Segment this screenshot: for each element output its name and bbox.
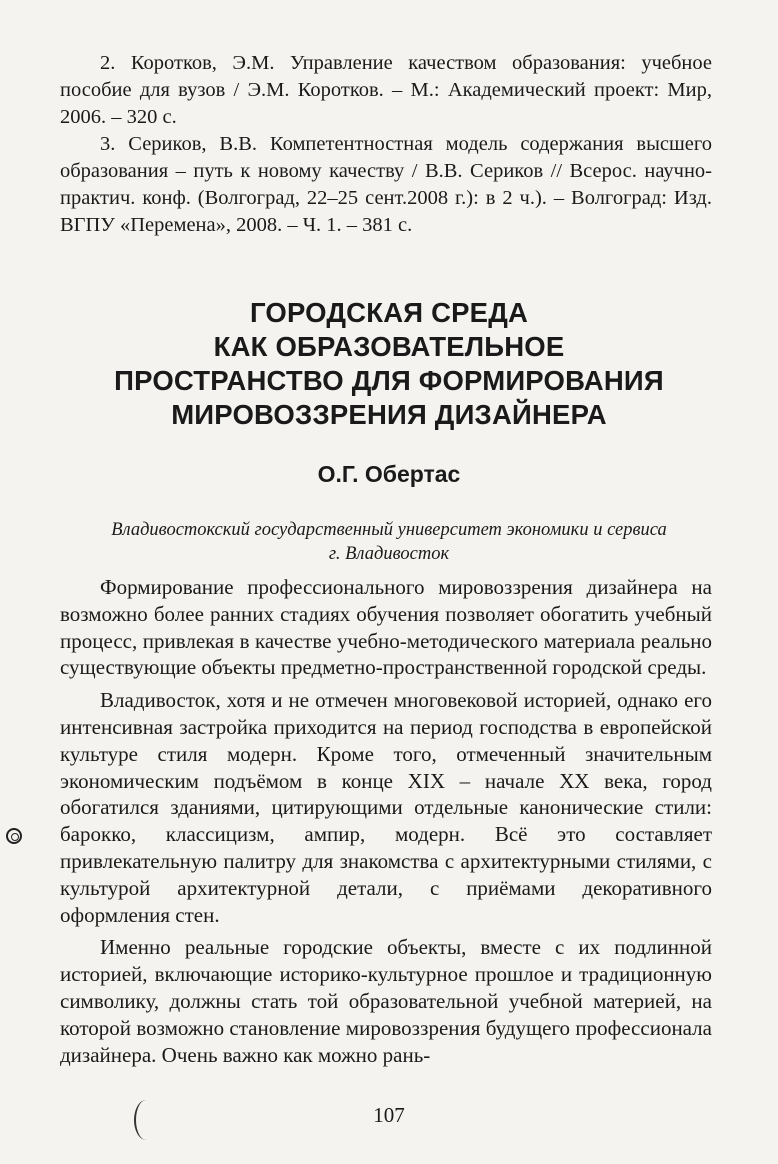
title-line: КАК ОБРАЗОВАТЕЛЬНОЕ [213,331,565,362]
margin-circle-mark [6,828,22,844]
body-paragraph: Формирование профессионального мировоззрения дизайнера на возможно более ранних стадиях обучения позволяет обогатить учебный процесс, привлекая в качестве учебно-методического материала реально существующие объекты предметно-пространственной городской среды. [60,575,712,680]
title-line: МИРОВОЗЗРЕНИЯ ДИЗАЙНЕРА [171,399,607,430]
affiliation-city: г. Владивосток [328,544,450,564]
article-title [40,296,738,432]
article-body [60,574,712,1074]
reference-list [60,50,712,239]
article-author: О.Г. Обертас [317,461,461,487]
title-line: ПРОСТРАНСТВО ДЛЯ ФОРМИРОВАНИЯ [114,365,664,396]
page-number: 107 [373,1103,405,1127]
author-affiliation [60,518,718,566]
reference-item: 3. Сериков, В.В. Компетентностная модель содержания высшего образования – путь к новому качеству / В.В. Сериков // Всерос. научно-практич. конф. (Волгоград, 22–25 сент.2008 г.): в 2 ч.). – Волгоград: Изд. ВГПУ «Перемена», 2008. – Ч. 1. – 381 с. [60,133,712,236]
body-paragraph: Владивосток, хотя и не отмечен многовековой историей, однако его интенсивная застройка приходится на период господства в европейской культуре стиля модерн. Кроме того, отмеченный значительным экономическим подъёмом в конце XIX – начале XX века, город обогатился зданиями, цитирующими отдельные канонические стили: барокко, классицизм, ампир, модерн. Всё это составляет привлекательную палитру для знакомства с архитектурными стилями, с культурой архитектурной детали, с приёмами декоративного оформления стен. [60,688,712,927]
title-line: ГОРОДСКАЯ СРЕДА [249,297,529,328]
reference-item: 2. Коротков, Э.М. Управление качеством образования: учебное пособие для вузов / Э.М. Коротков. – М.: Академический проект: Мир, 2006. – 320 с. [60,52,712,128]
affiliation-name: Владивостокский государственный университет экономики и сервиса [111,520,667,540]
body-paragraph: Именно реальные городские объекты, вместе с их подлинной историей, включающие историко-культурное прошлое и традиционную символику, должны стать той образовательной учебной материей, на которой возможно становление мировоззрения будущего профессионала дизайнера. Очень важно как можно рань- [60,935,712,1067]
